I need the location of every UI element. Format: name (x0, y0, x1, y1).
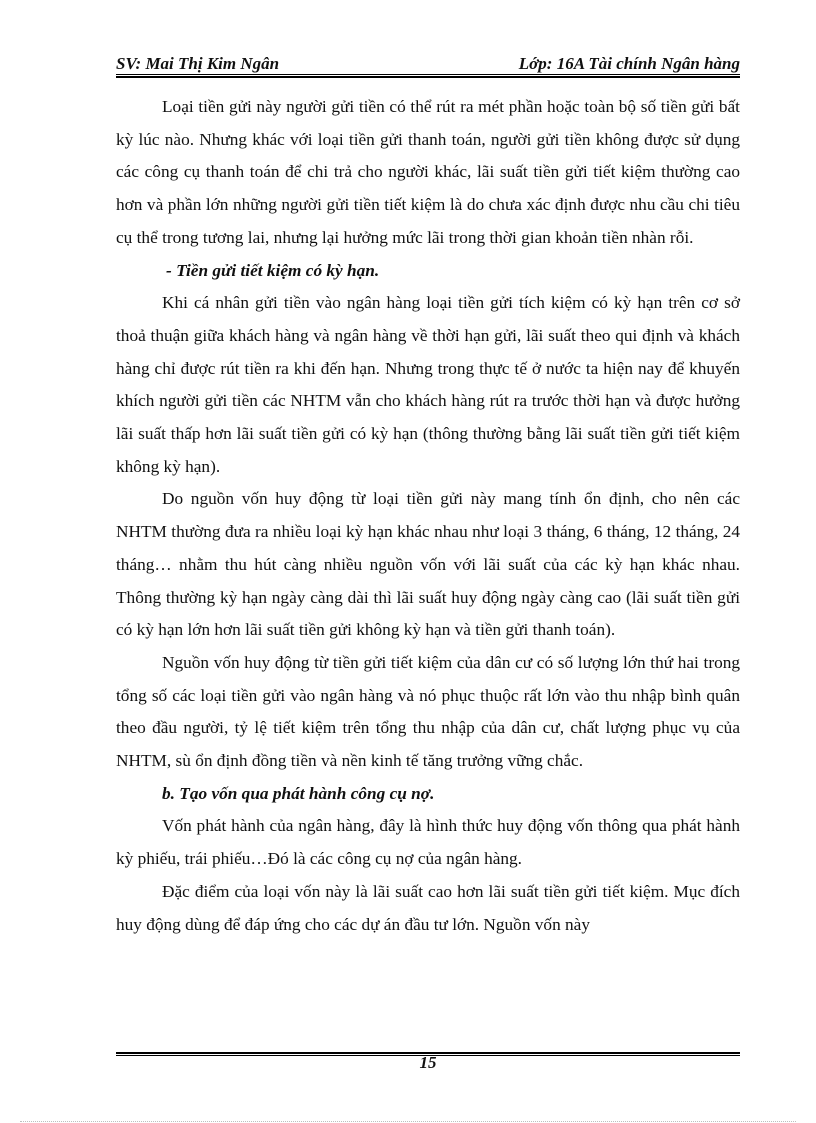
section-heading-debt-instruments: b. Tạo vốn qua phát hành công cụ nợ. (162, 783, 435, 803)
paragraph-4: Nguồn vốn huy động từ tiền gửi tiết kiệm của dân cư có số lượng lớn thứ hai trong tổng số các loại tiền gửi vào ngân hàng và nó phục thuộc rất lớn vào thu nhập bình quân theo đầu người, tỷ lệ tiết kiệm trên tổng thu nhập của dân cư, chất lượng phục vụ của NHTM, sù ổn định đồng tiền và nền kinh tế tăng trưởng vững chắc. (116, 652, 740, 771)
page-number: 15 (419, 1053, 437, 1072)
header-divider (116, 74, 740, 78)
header-class-name: Lớp: 16A Tài chính Ngân hàng (518, 54, 740, 73)
header-student-name: SV: Mai Thị Kim Ngân (116, 54, 280, 73)
paragraph-5: Vốn phát hành của ngân hàng, đây là hình thức huy động vốn thông qua phát hành kỳ phiếu, trái phiếu…Đó là các công cụ nợ của ngân hàng. (116, 816, 740, 869)
paragraph-3: Do nguồn vốn huy động từ loại tiền gửi này mang tính ổn định, cho nên các NHTM thường đưa ra nhiều loại kỳ hạn khác nhau như loại 3 tháng, 6 tháng, 12 tháng, 24 tháng… nhằm thu hút càng nhiều nguồn vốn với lãi suất của các kỳ hạn khác nhau. Thông thường kỳ hạn ngày càng dài thì lãi suất huy động ngày càng cao (lãi suất tiền gửi có kỳ hạn lớn hơn lãi suất tiền gửi không kỳ hạn và tiền gửi thanh toán). (116, 489, 740, 640)
paragraph-1: Loại tiền gửi này người gửi tiền có thể rút ra mét phần hoặc toàn bộ số tiền gửi bất kỳ lúc nào. Nhưng khác với loại tiền gửi thanh toán, người gửi tiền không được sử dụng các công cụ thanh toán để chi trả cho người khác, lãi suất tiền gửi tiết kiệm thường cao hơn và phần lớn những người gửi tiền tiết kiệm là do chưa xác định được nhu cầu chi tiêu cụ thể trong tương lai, nhưng lại hưởng mức lãi trong thời gian khoản tiền nhàn rỗi. (116, 97, 740, 247)
section-heading-term-savings: - Tiền gửi tiết kiệm có kỳ hạn. (166, 260, 380, 280)
page-edge-divider (20, 1121, 796, 1122)
paragraph-6: Đặc điểm của loại vốn này là lãi suất cao hơn lãi suất tiền gửi tiết kiệm. Mục đích huy động dùng để đáp ứng cho các dự án đầu tư lớn. Nguồn vốn này (116, 881, 740, 934)
document-body (116, 91, 740, 941)
page-header (116, 48, 740, 74)
paragraph-2: Khi cá nhân gửi tiền vào ngân hàng loại tiền gửi tích kiệm có kỳ hạn trên cơ sở thoả thuận giữa khách hàng và ngân hàng về thời hạn gửi, lãi suất theo qui định và khách hàng chỉ được rút tiền ra khi đến hạn. Nhưng trong thực tế ở nước ta hiện nay để khuyến khích người gửi tiền các NHTM vẫn cho khách hàng rút ra trước thời hạn và được hưởng lãi suất thấp hơn lãi suất tiền gửi có kỳ hạn (thông thường bằng lãi suất tiền gửi tiết kiệm không kỳ hạn). (116, 293, 740, 476)
